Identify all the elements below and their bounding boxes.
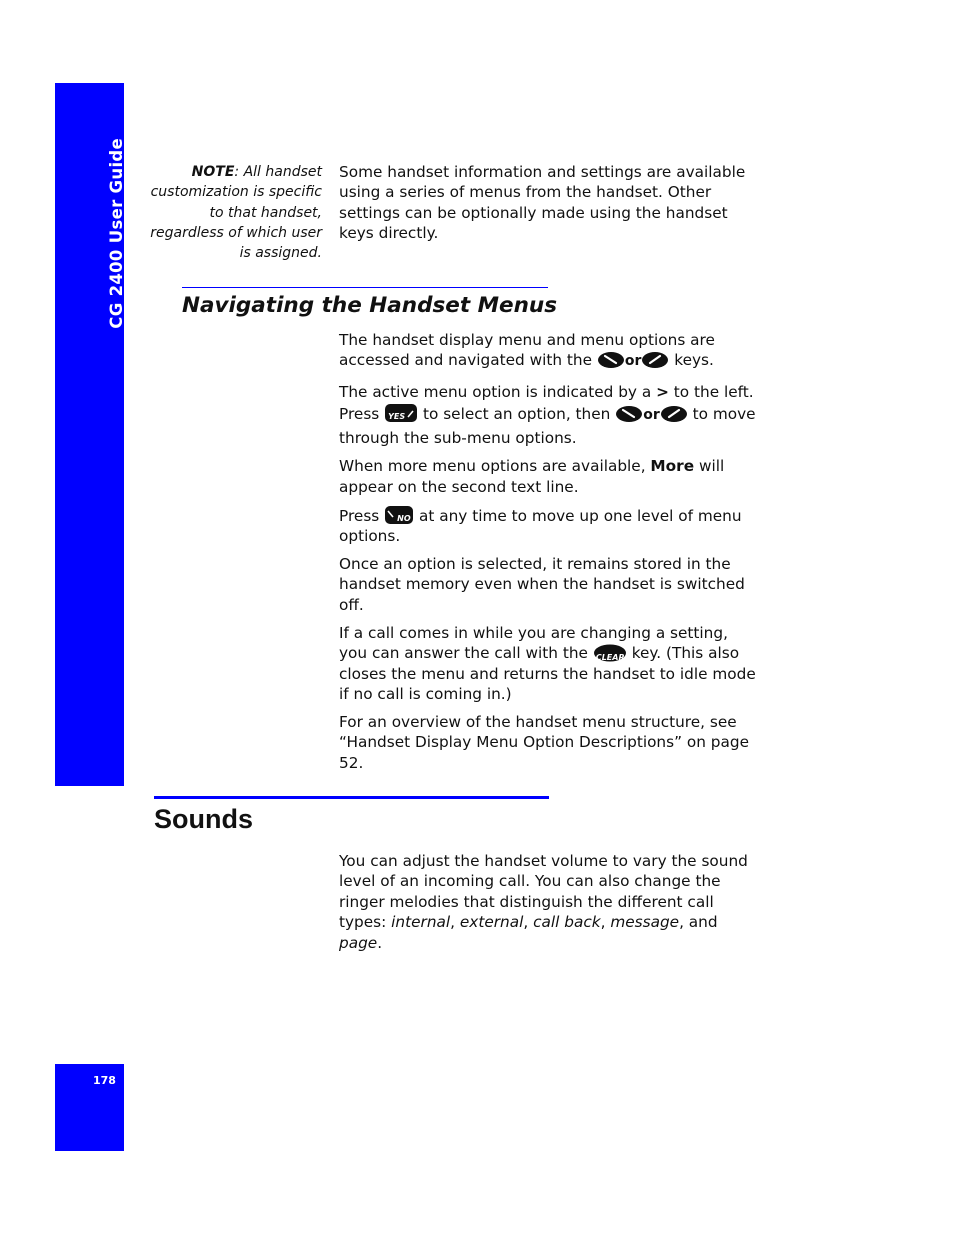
nav-paragraph-1: The handset display menu and menu options are accessed and navigated with the or keys.: [339, 330, 757, 375]
nav-down-key-icon: [641, 351, 669, 374]
margin-note: [150, 162, 322, 263]
nav-paragraph-2: The active menu option is indicated by a > to the left. Press YES to select an option, then or to move through the sub-menu options.: [339, 383, 756, 448]
note-text: : All handset customization is specific to that handset, regardless of which user is assigned.: [150, 164, 322, 262]
nav-down-key-icon: [660, 405, 688, 428]
sidebar-title: CG 2400 User Guide: [107, 138, 126, 329]
clear-key-label: CLEAR: [595, 653, 625, 663]
nav-paragraph-4: Press NO at any time to move up one level of menu options.: [339, 506, 742, 546]
section-heading-navigating: Navigating the Handset Menus: [182, 293, 557, 318]
sounds-paragraph: You can adjust the handset volume to vary the sound level of an incoming call. You can also change the ringer melodies that distinguish the different call types: internal, external, call back, message, and page.: [339, 852, 748, 952]
nav-paragraph-7: For an overview of the handset menu structure, see “Handset Display Menu Option Descriptions” on page 52.: [339, 713, 749, 772]
intro-paragraph: Some handset information and settings are available using a series of menus from the handset. Other settings can be optionally made using the handset keys directly.: [339, 163, 746, 243]
sounds-body: [339, 851, 757, 961]
navigating-body: [339, 330, 757, 781]
nav-paragraph-3: When more menu options are available, More will appear on the second text line.: [339, 457, 725, 496]
clear-key-icon: [593, 644, 627, 662]
or-label: or: [643, 406, 660, 423]
chapter-rule: [154, 796, 549, 799]
no-key-label: NO: [397, 513, 411, 523]
chapter-heading-sounds: Sounds: [154, 804, 253, 834]
page-number: 178: [93, 1074, 116, 1087]
note-label: NOTE: [191, 164, 235, 180]
no-key-icon: [384, 505, 414, 525]
nav-up-key-icon: [597, 351, 625, 374]
yes-key-icon: [384, 403, 418, 423]
nav-up-key-icon: [615, 405, 643, 428]
nav-paragraph-5: Once an option is selected, it remains stored in the handset memory even when the handset is switched off.: [339, 555, 745, 614]
nav-paragraph-6: If a call comes in while you are changing a setting, you can answer the call with the CLEAR key. (This also closes the menu and returns the handset to idle mode if no call is coming in.): [339, 623, 756, 704]
intro-block: [339, 162, 757, 251]
or-label: or: [624, 353, 642, 370]
section-rule: [182, 287, 548, 288]
yes-key-label: YES: [388, 411, 406, 421]
